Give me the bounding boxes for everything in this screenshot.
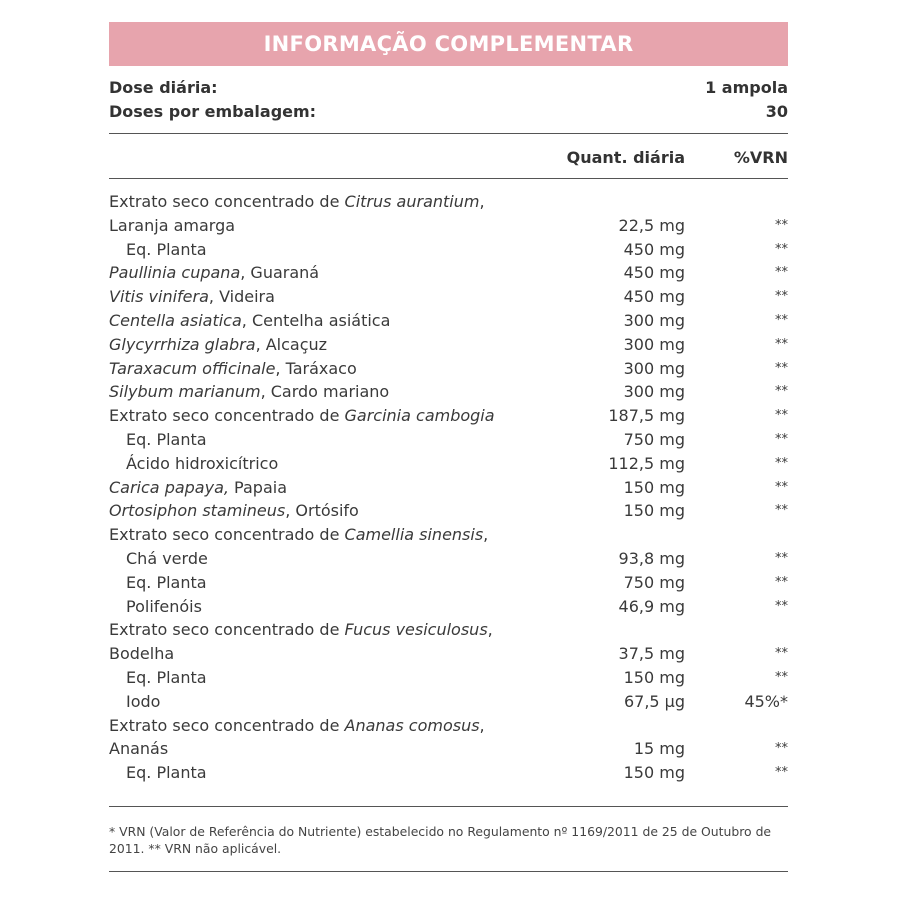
ingredient-name [126,571,207,595]
daily-quantity: 300 mg [623,310,685,330]
daily-quantity: 93,8 mg [618,548,685,568]
doses-per-pack-row [109,102,788,121]
ingredient-name [109,380,389,404]
ingredient-text: , Ortósifo [285,501,359,521]
ingredient-latin-name: Glycyrrhiza glabra [109,334,256,354]
ingredient-text: Bodelha [109,644,175,664]
doses-per-pack-value: 30 [765,102,788,121]
ingredient-name [109,309,390,333]
table-row [109,285,788,309]
daily-quantity: 150 mg [623,763,685,783]
ingredient-name [109,404,495,428]
ingredient-latin-name: Paullinia cupana [109,263,241,283]
vrn-value: ** [775,765,788,781]
ingredient-text: , Centelha asiática [241,310,391,330]
ingredient-latin-name: Fucus vesiculosus [344,620,488,640]
daily-quantity: 750 mg [623,572,685,592]
ingredient-text: Extrato seco concentrado de [109,525,345,545]
ingredient-latin-name: Carica papaya, [109,477,229,497]
ingredient-name [109,714,485,738]
ingredient-text: Extrato seco concentrado de [109,620,345,640]
daily-quantity: 150 mg [623,501,685,521]
ingredient-name [109,333,327,357]
vrn-value: ** [775,741,788,757]
table-row [109,452,788,476]
ingredient-name [126,238,207,262]
daily-dose-value: 1 ampola [705,78,788,97]
ingredient-text: , [479,192,485,211]
daily-quantity: 300 mg [623,358,685,378]
ingredient-text: Polifenóis [126,596,202,616]
ingredient-latin-name: Citrus aurantium [344,192,480,211]
divider [109,871,788,872]
table-row [109,737,788,761]
daily-quantity: 15 mg [633,739,685,759]
ingredient-text: Eq. Planta [126,763,207,783]
ingredient-text: , Guaraná [240,263,320,283]
page-title: INFORMAÇÃO COMPLEMENTAR [263,32,634,56]
ingredient-text: , Taráxaco [275,358,357,378]
vrn-value: ** [775,289,788,305]
table-row [109,333,788,357]
vrn-value: ** [775,217,788,233]
doses-per-pack-label: Doses por embalagem: [109,102,317,121]
vrn-value: ** [775,360,788,376]
divider [109,178,788,179]
ingredient-name [109,737,168,761]
ingredient-name [109,285,275,309]
table-row [109,666,788,690]
ingredient-text: , [487,620,493,640]
table-row [109,261,788,285]
ingredient-name [109,261,319,285]
ingredient-text: Iodo [126,691,161,711]
ingredient-latin-name: Ortosiphon stamineus [109,501,286,521]
table-row [109,190,788,214]
table-row [109,642,788,666]
ingredient-text: Chá verde [126,548,208,568]
vrn-column-header: %VRN [733,148,788,167]
vrn-value: ** [775,408,788,424]
table-row [109,499,788,523]
ingredient-text: , Alcaçuz [255,334,328,354]
table-row [109,238,788,262]
ingredient-text: , [479,715,485,735]
ingredient-name [109,618,493,642]
table-row [109,357,788,381]
ingredient-text: Extrato seco concentrado de [109,406,345,426]
table-row [109,547,788,571]
ingredient-name [109,214,235,238]
ingredient-latin-name: Centella asiatica [109,310,242,330]
ingredient-name [126,761,207,785]
divider [109,806,788,807]
ingredient-latin-name: Taraxacum officinale [109,358,276,378]
ingredient-text: Ácido hidroxicítrico [126,453,279,473]
ingredient-text: Laranja amarga [109,215,236,235]
vrn-value: ** [775,312,788,328]
table-row [109,571,788,595]
table-row [109,523,788,547]
ingredient-name [126,595,202,619]
daily-quantity: 300 mg [623,382,685,402]
daily-quantity: 750 mg [623,429,685,449]
ingredient-latin-name: Silybum marianum [109,382,261,402]
table-row [109,476,788,500]
ingredient-name [126,547,208,571]
table-row [109,690,788,714]
table-row [109,309,788,333]
ingredient-text: Eq. Planta [126,429,207,449]
footnote: * VRN (Valor de Referência do Nutriente) estabelecido no Regulamento nº 1169/2011 de 25 de Outubro de 2011. ** VRN não aplicável. [109,824,772,856]
divider [109,133,788,134]
daily-quantity: 150 mg [623,477,685,497]
daily-quantity: 37,5 mg [618,644,685,664]
vrn-value: ** [775,431,788,447]
vrn-value: ** [775,503,788,519]
ingredient-name [109,190,485,214]
quantity-column-header: Quant. diária [566,148,685,167]
vrn-value: ** [775,336,788,352]
ingredient-name [126,690,160,714]
daily-quantity: 112,5 mg [608,453,685,473]
daily-quantity: 450 mg [623,263,685,283]
ingredient-latin-name: Camellia sinensis [344,525,484,545]
vrn-value: ** [775,646,788,662]
ingredient-table [109,190,788,785]
vrn-value: ** [775,669,788,685]
ingredient-latin-name: Garcinia cambogia [344,406,495,426]
daily-quantity: 450 mg [623,239,685,259]
ingredient-text: Eq. Planta [126,572,207,592]
vrn-value: ** [775,265,788,281]
vrn-value: ** [775,574,788,590]
ingredient-name [109,499,359,523]
vrn-value: ** [775,241,788,257]
daily-quantity: 150 mg [623,667,685,687]
table-row [109,428,788,452]
table-row [109,761,788,785]
table-row [109,214,788,238]
ingredient-name [109,476,287,500]
ingredient-name [109,642,174,666]
table-row [109,714,788,738]
ingredient-text: , Cardo mariano [260,382,390,402]
table-row [109,404,788,428]
ingredient-name [126,666,207,690]
ingredient-text: , Videira [208,287,275,307]
ingredient-text: Extrato seco concentrado de [109,715,345,735]
ingredient-name [126,452,278,476]
ingredient-text: Papaia [228,477,287,497]
daily-quantity: 450 mg [623,287,685,307]
ingredient-name [109,523,488,547]
ingredient-latin-name: Ananas comosus [344,715,480,735]
ingredient-text: , [483,525,489,545]
ingredient-name [126,428,207,452]
ingredient-latin-name: Vitis vinifera [109,287,209,307]
ingredient-text: Eq. Planta [126,667,207,687]
daily-dose-label: Dose diária: [109,78,218,97]
ingredient-text: Extrato seco concentrado de [109,192,345,211]
daily-quantity: 22,5 mg [618,215,685,235]
vrn-value: ** [775,550,788,566]
daily-quantity: 67,5 µg [623,691,685,711]
table-row [109,618,788,642]
vrn-value: ** [775,455,788,471]
daily-quantity: 46,9 mg [618,596,685,616]
table-row [109,595,788,619]
ingredient-text: Ananás [109,739,169,759]
ingredient-name [109,357,357,381]
title-banner [109,22,788,66]
vrn-value: ** [775,384,788,400]
daily-quantity: 300 mg [623,334,685,354]
daily-dose-row [109,78,788,97]
daily-quantity: 187,5 mg [608,406,685,426]
vrn-value: ** [775,598,788,614]
vrn-value: 45%* [744,691,788,711]
vrn-value: ** [775,479,788,495]
table-row [109,380,788,404]
ingredient-text: Eq. Planta [126,239,207,259]
